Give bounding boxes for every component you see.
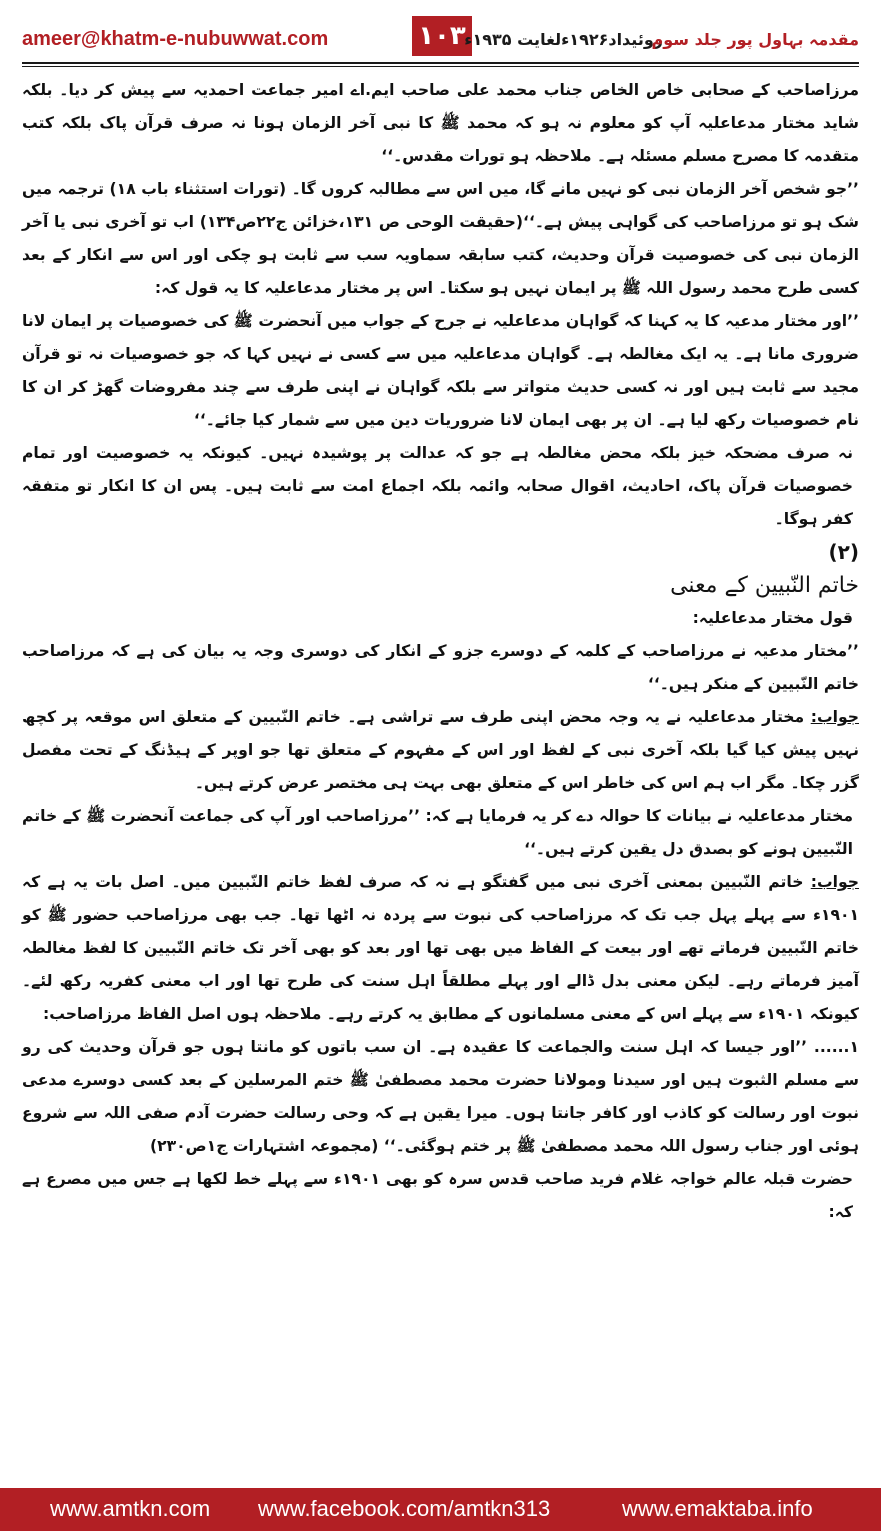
quote-marker: ۱...... — [813, 1038, 859, 1056]
page-body — [22, 74, 859, 1229]
jawab-2-label: جواب: — [810, 873, 860, 891]
quote-paragraph — [22, 1031, 859, 1163]
header-divider — [22, 62, 859, 64]
footer-link-amtkn[interactable]: www.amtkn.com — [50, 1496, 211, 1521]
quote-text: ’’اور جیسا کہ اہل سنت والجماعت کا عقیدہ ہے۔ ان سب باتوں کو مانتا ہوں جو قرآن وحدیث کی رو سے مسلم الثبوت ہیں اور سیدنا ومولانا حضرت محمد مصطفیٰ ﷺ ختم المرسلین کے بعد کسی دوسرے مدعی نبوت اور رسالت کو کاذب اور کافر جانتا ہوں۔ میرا یقین ہے کہ وحی رسالت حضرت آدم صفی اللہ سے شروع ہوئی اور جناب رسول اللہ محمد مصطفیٰ ﷺ پر ختم ہوگئی۔‘‘ — [22, 1038, 859, 1155]
paragraph-2: ’’جو شخص آخر الزمان نبی کو نہیں مانے گا، میں اس سے مطالبہ کروں گا۔ (تورات استثناء باب ۱۸) ترجمہ میں شک ہو تو مرزاصاحب کی گواہی پیش ہے۔‘‘(حقیقت الوحی ص ۱۳۱،خزائن ج۲۲ص۱۳۴) اب تو آخری نبی یا آخر الزمان نبی کی خصوصیت قرآن وحدیث، کتب سابقہ سماویہ سب سے ثابت ہو چکی اور اس سے انکار کے بعد کسی طرح محمد رسول اللہ ﷺ پر ایمان نہیں ہو سکتا۔ اس پر مختار مدعاعلیہ کا یہ قول کہ: — [22, 180, 859, 297]
footer-link-facebook[interactable]: www.facebook.com/amtkn313 — [258, 1496, 551, 1521]
date-range: روئیداد۱۹۲۶ءلغایت ۱۹۳۵ء — [464, 30, 663, 49]
paragraph-3: ’’اور مختار مدعیہ کا یہ کہنا کہ گواہان مدعاعلیہ نے جرح کے جواب میں آنحضرت ﷺ کی خصوصیات پر ایمان لانا ضروری مانا ہے۔ یہ ایک مغالطہ ہے۔ گواہان مدعاعلیہ میں سے کسی نے نہیں کہا کہ جو خصوصیات نہ تو قرآن مجید سے ثابت ہیں اور نہ کسی حدیث متواتر سے بلکہ گواہان نے اپنی طرف سے چند مفروضات گھڑ کر ان کا نام خصوصیات رکھ لیا ہے۔ ان پر بھی ایمان لانا ضروریات دین میں سے شمار کیا جائے۔‘‘ — [22, 312, 859, 429]
quote-reference: (مجموعہ اشتہارات ج۱ص۲۳۰) — [149, 1137, 379, 1155]
jawab-2-text: خاتم النّبیین بمعنی آخری نبی میں گفتگو ہے نہ کہ صرف لفظ خاتم النّبیین میں۔ اصل بات یہ ہے کہ ۱۹۰۱ء سے پہلے پہل جب تک کہ مرزاصاحب کی نبوت سے پردہ نہ اٹھا تھا۔ جب بھی مرزاصاحب حضور ﷺ کو خاتم النّبیین فرماتے تھے اور بیعت کے الفاظ میں بھی تھا اور بعد کو بھی آخر تک خاتم النّبیین کا لفظ مغالطہ آمیز فرماتے رہے۔ لیکن معنی بدل ڈالے اور پہلے مطلقاً اہل سنت کی طرح تھا اور اب معنی کفریہ رکھ لئے۔ کیونکہ ۱۹۰۱ء سے پہلے اس کے معنی مسلمانوں کے مطابق یہ کرتے رہے۔ ملاحظہ ہوں اصل الفاظ مرزاصاحب: — [22, 873, 859, 1023]
email-address[interactable]: ameer@khatm-e-nubuwwat.com — [22, 28, 329, 50]
paragraph-4: نہ صرف مضحکہ خیز بلکہ محض مغالطہ ہے جو کہ عدالت پر پوشیدہ نہیں۔ کیونکہ یہ خصوصیت اور تمام خصوصیات قرآن پاک، احادیث، اقوال صحابہ وائمہ بلکہ اجماع امت سے ثابت ہیں۔ پس ان کا انکار تو متفقہ کفر ہوگا۔ — [22, 444, 853, 528]
jawab-1-label: جواب: — [810, 708, 859, 726]
page-footer — [0, 1488, 881, 1531]
qoul-text: ’’مختار مدعیہ نے مرزاصاحب کے کلمہ کے دوسرے جزو کے انکار کی دوسری وجہ یہ بیان کی ہے کہ مرزاصاحب خاتم النّبیین کے منکر ہیں۔‘‘ — [22, 642, 859, 693]
page-number: ۱۰۳ — [412, 16, 472, 56]
jawab-2-paragraph — [22, 866, 859, 1031]
footer-link-emaktaba[interactable]: www.emaktaba.info — [622, 1496, 813, 1521]
paragraph-1: مرزاصاحب کے صحابی خاص الخاص جناب محمد علی صاحب ایم.اے امیر جماعت احمدیہ سے پیش کر دیا۔ بلکہ شاید مختار مدعاعلیہ آپ کو معلوم نہ ہو کہ محمد ﷺ کا نبی آخر الزمان ہونا نہ صرف قرآن پاک بلکہ کتب متقدمہ کا مصرح مسلم مسئلہ ہے۔ ملاحظہ ہو تورات مقدس۔‘‘ — [22, 81, 859, 165]
paragraph-5: مختار مدعاعلیہ نے بیانات کا حوالہ دے کر یہ فرمایا ہے کہ: ’’مرزاصاحب اور آپ کی جماعت آنحضرت ﷺ کے خاتم النّبیین ہونے کو بصدق دل یقین کرتے ہیں۔‘‘ — [22, 807, 853, 858]
paragraph-6: حضرت قبلہ عالم خواجہ غلام فرید صاحب قدس سرہ کو بھی ۱۹۰۱ء سے پہلے خط لکھا ہے جس میں مصرع ہے کہ: — [22, 1170, 853, 1221]
jawab-1-text: مختار مدعاعلیہ نے یہ وجہ محض اپنی طرف سے تراشی ہے۔ خاتم النّبیین کے متعلق اس موقعہ پر کچھ نہیں پیش کیا گیا بلکہ آخری نبی کے لفظ اور اس کے مفہوم کے متعلق تھا جو اوپر کے ہیڈنگ کے تحت مفصل گزر چکا۔ مگر اب ہم اس کی خاطر اس کے متعلق بھی بہت ہی مختصر عرض کرتے ہیں۔ — [22, 708, 859, 792]
section-number: (۲) — [828, 540, 859, 564]
qoul-label: قول مختار مدعاعلیہ: — [692, 609, 853, 627]
jawab-1-paragraph — [22, 701, 859, 800]
book-title: مقدمہ بہاول پور جلد سوم — [651, 30, 859, 49]
header-divider-thin — [22, 66, 859, 67]
page-header — [0, 0, 881, 66]
section-title: خاتم النّبیین کے معنی — [670, 573, 859, 598]
